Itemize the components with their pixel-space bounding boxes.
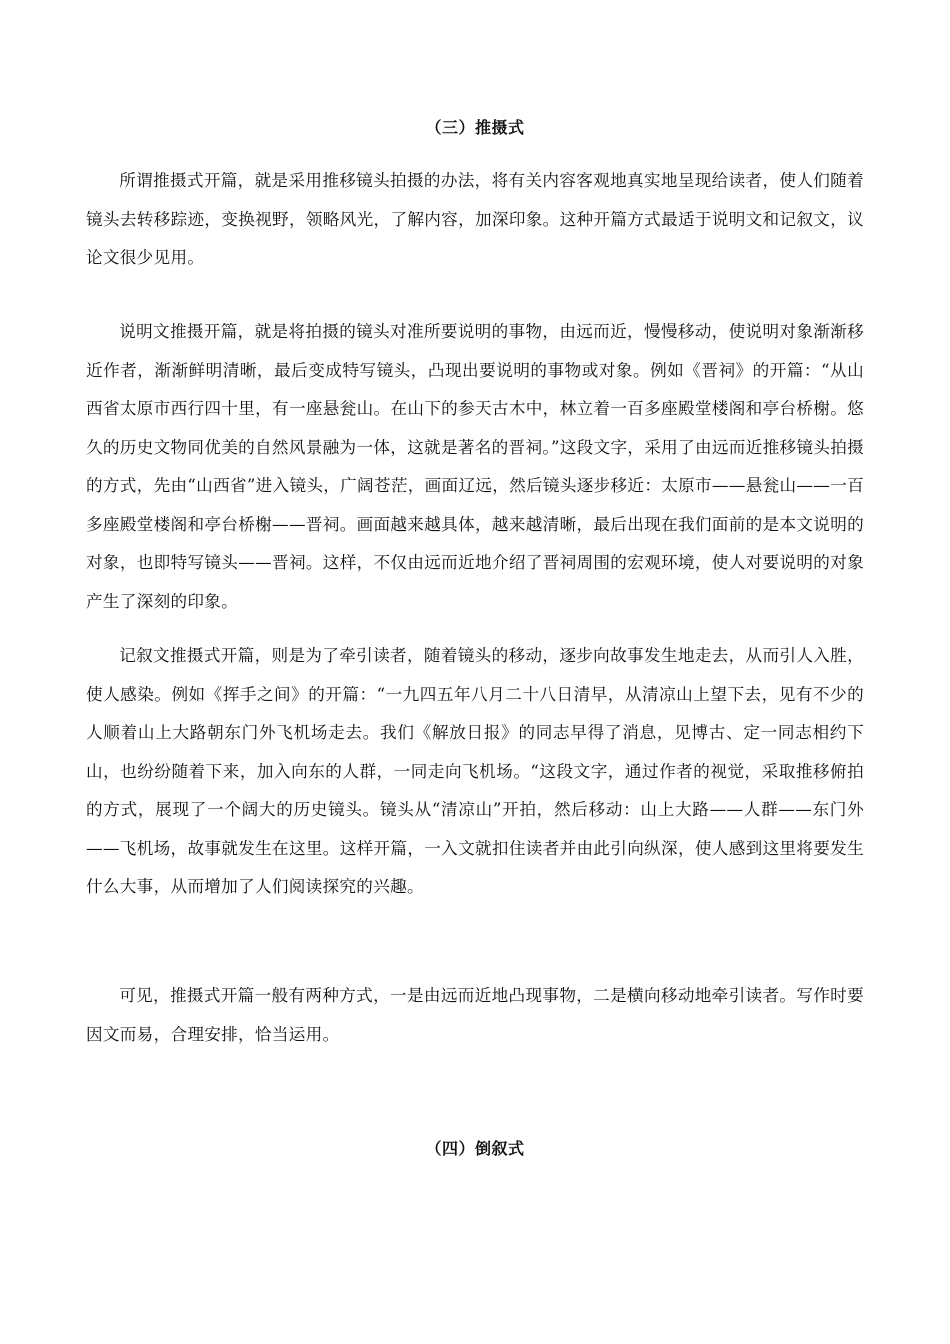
- paragraph-narrative: 记叙文推摄式开篇，则是为了牵引读者，随着镜头的移动，逐步向故事发生地走去，从而引人入胜，使人感染。例如《挥手之间》的开篇：“一九四五年八月二十八日清早，从清凉山上望下去，见有不少的人顺着山上大路朝东门外飞机场走去。我们《解放日报》的同志早得了消息，见博古、定一同志相约下山，也纷纷随着下来，加入向东的人群，一同走向飞机场。“这段文字，通过作者的视觉，采取推移俯拍的方式，展现了一个阔大的历史镜头。镜头从“清凉山”开拍，然后移动：山上大路——人群——东门外——飞机场，故事就发生在这里。这样开篇，一入文就扣住读者并由此引向纵深，使人感到这里将要发生什么大事，从而增加了人们阅读探究的兴趣。: [86, 646, 864, 896]
- section-heading-four: （四）倒叙式: [425, 1139, 525, 1158]
- paragraph-expository: 说明文推摄开篇，就是将拍摄的镜头对准所要说明的事物，由远而近，慢慢移动，使说明对象渐渐移近作者，渐渐鲜明清晰，最后变成特写镜头，凸现出要说明的事物或对象。例如《晋祠》的开篇：“从山西省太原市西行四十里，有一座悬瓮山。在山下的参天古木中，林立着一百多座殿堂楼阁和亭台桥榭。悠久的历史文物同优美的自然风景融为一体，这就是著名的晋祠。”这段文字，采用了由远而近推移镜头拍摄的方式，先由“山西省”进入镜头，广阔苍茫，画面辽远，然后镜头逐步移近：太原市——悬瓮山——一百多座殿堂楼阁和亭台桥榭——晋祠。画面越来越具体，越来越清晰，最后出现在我们面前的是本文说明的对象，也即特写镜头——晋祠。这样，不仅由远而近地介绍了晋祠周围的宏观环境，使人对要说明的对象产生了深刻的印象。: [86, 322, 864, 611]
- section-heading-three: （三）推摄式: [425, 118, 525, 137]
- paragraph-conclusion: 可见，推摄式开篇一般有两种方式，一是由远而近地凸现事物，二是横向移动地牵引读者。写作时要因文而易，合理安排，恰当运用。: [86, 986, 864, 1044]
- paragraph-definition: 所谓推摄式开篇，就是采用推移镜头拍摄的办法，将有关内容客观地真实地呈现给读者，使人们随着镜头去转移踪迹，变换视野，领略风光，了解内容，加深印象。这种开篇方式最适于说明文和记叙文，议论文很少见用。: [86, 171, 864, 267]
